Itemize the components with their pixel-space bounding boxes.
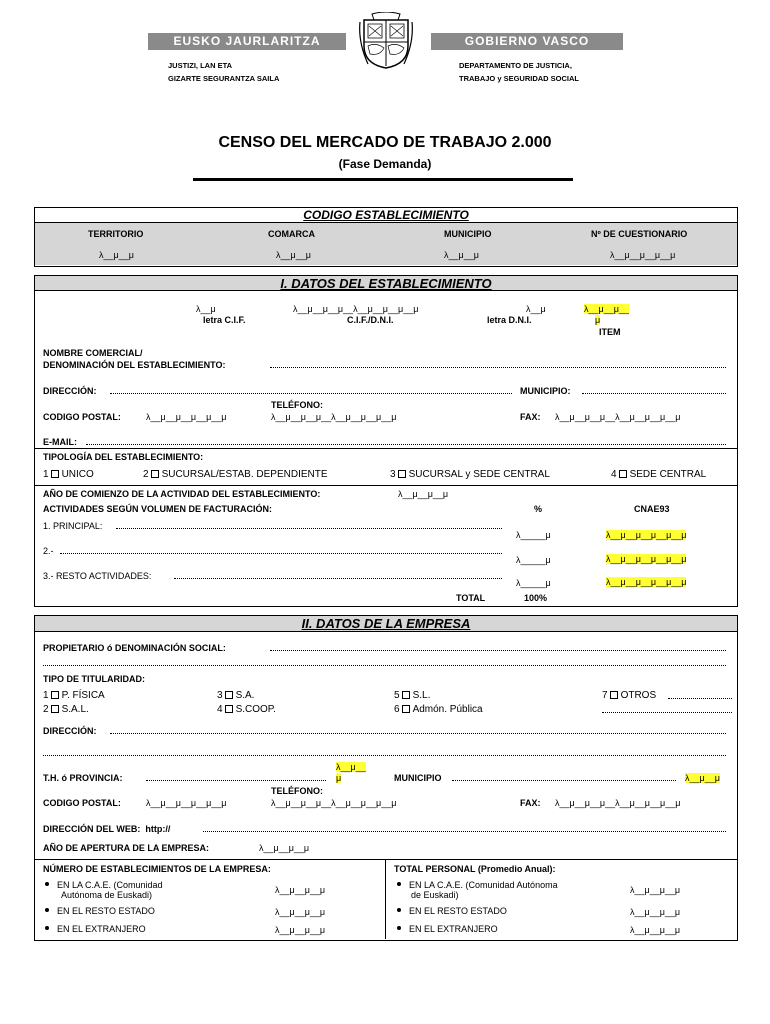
nombre-label-1: NOMBRE COMERCIAL/	[43, 348, 143, 358]
divider-ano	[35, 485, 737, 486]
checkbox-icon[interactable]	[51, 705, 59, 713]
personal-extranjero-field[interactable]: λ__μ__μ__μ	[630, 925, 681, 935]
propietario-label: PROPIETARIO ó DENOMINACIÓN SOCIAL:	[43, 643, 226, 653]
bullet-icon	[397, 926, 401, 930]
empresa-municipio-field[interactable]: λ__μ__μ	[685, 773, 720, 783]
cuestionario-field[interactable]: λ__μ__μ__μ__μ	[610, 250, 676, 260]
checkbox-icon[interactable]	[619, 470, 627, 478]
comarca-field[interactable]: λ__μ__μ	[276, 250, 311, 260]
empresa-cp-label: CODIGO POSTAL:	[43, 798, 121, 808]
divider-establecimientos	[35, 859, 737, 860]
apertura-label: AÑO DE APERTURA DE LA EMPRESA:	[43, 843, 210, 853]
municipio-field[interactable]: λ__μ__μ	[444, 250, 479, 260]
checkbox-icon[interactable]	[225, 705, 233, 713]
email-label: E-MAIL:	[43, 437, 77, 447]
personal-resto-label: EN EL RESTO ESTADO	[397, 906, 507, 916]
actividad-principal-cnae[interactable]: λ__μ__μ__μ__μ__μ	[606, 530, 687, 540]
checkbox-icon[interactable]	[225, 691, 233, 699]
telefono-label: TELÉFONO:	[271, 400, 323, 410]
cif-dni-label: C.I.F./D.N.I.	[347, 315, 394, 325]
checkbox-icon[interactable]	[398, 470, 406, 478]
nombre-input[interactable]	[270, 367, 726, 368]
web-prefix: http://	[145, 824, 171, 834]
actividad-principal-pct[interactable]: λ_____μ	[516, 530, 551, 540]
checkbox-icon[interactable]	[402, 705, 410, 713]
th-provincia-input[interactable]	[146, 780, 326, 781]
section-1-heading: I. DATOS DEL ESTABLECIMIENTO	[280, 276, 492, 291]
item-field-cont[interactable]: μ	[595, 315, 601, 325]
pct-header: %	[534, 504, 543, 514]
email-input[interactable]	[86, 444, 726, 445]
header-right-line1: DEPARTAMENTO DE JUSTICIA,	[459, 61, 572, 70]
cif-letra-field[interactable]: λ__μ	[196, 304, 216, 314]
tipo-titularidad-label: TIPO DE TITULARIDAD:	[43, 674, 145, 684]
titularidad-opt-4[interactable]: 4 S.COOP.	[217, 704, 276, 715]
empresa-municipio-label: MUNICIPIO	[394, 773, 442, 783]
checkbox-icon[interactable]	[610, 691, 618, 699]
personal-resto-field[interactable]: λ__μ__μ__μ	[630, 907, 681, 917]
empresa-fax-label: FAX:	[520, 798, 541, 808]
ano-label: AÑO DE COMIENZO DE LA ACTIVIDAD DEL ESTABLECIMIENTO:	[43, 489, 321, 499]
item-label: ITEM	[599, 327, 621, 337]
personal-cae-label: EN LA C.A.E. (Comunidad Autónoma de Euskadi)	[397, 880, 558, 900]
tipologia-label: TIPOLOGÍA DEL ESTABLECIMIENTO:	[43, 452, 204, 462]
cp-field[interactable]: λ__μ__μ__μ__μ__μ	[146, 412, 227, 422]
cnae-header: CNAE93	[634, 504, 670, 514]
codigo-divider	[35, 222, 737, 223]
total-pct: 100%	[524, 593, 548, 603]
header-right-bar: GOBIERNO VASCO	[431, 33, 623, 50]
fax-field[interactable]: λ__μ__μ__μ__λ__μ__μ__μ__μ	[555, 412, 681, 422]
header-left-line1: JUSTIZI, LAN ETA	[168, 61, 233, 70]
personal-extranjero-label: EN EL EXTRANJERO	[397, 924, 498, 934]
bullet-icon	[45, 882, 49, 886]
titularidad-opt-6[interactable]: 6 Admón. Pública	[394, 704, 483, 715]
personal-cae-field[interactable]: λ__μ__μ__μ	[630, 885, 681, 895]
divider-tipologia	[35, 448, 737, 449]
nombre-label-2: DENOMINACIÓN DEL ESTABLECIMIENTO:	[43, 360, 226, 370]
est-extranjero-field[interactable]: λ__μ__μ__μ	[275, 925, 326, 935]
propietario-input-2[interactable]	[43, 665, 726, 666]
codigo-heading: CODIGO ESTABLECIMIENTO	[303, 208, 469, 222]
total-label: TOTAL	[456, 593, 486, 603]
titularidad-opt-1[interactable]: 1 P. FÍSICA	[43, 690, 105, 701]
ano-field[interactable]: λ__μ__μ__μ	[398, 489, 449, 499]
total-personal-label: TOTAL PERSONAL (Promedio Anual):	[394, 864, 556, 874]
header-right-line2: TRABAJO y SEGURIDAD SOCIAL	[459, 74, 580, 83]
actividad-resto-input[interactable]	[174, 578, 502, 579]
title-underline	[193, 178, 573, 181]
checkbox-icon[interactable]	[402, 691, 410, 699]
actividad-principal-label: 1. PRINCIPAL:	[43, 521, 103, 531]
num-establecimientos-label: NÚMERO DE ESTABLECIMIENTOS DE LA EMPRESA:	[43, 864, 271, 874]
basque-government-crest-icon	[358, 12, 414, 70]
tipologia-opt-1[interactable]: 1 UNICO	[43, 469, 94, 480]
empresa-telefono-field[interactable]: λ__μ__μ__μ__λ__μ__μ__μ__μ	[271, 798, 397, 808]
otros-input[interactable]	[668, 698, 732, 699]
page-title: CENSO DEL MERCADO DE TRABAJO 2.000	[218, 134, 552, 151]
section-2-heading: II. DATOS DE LA EMPRESA	[301, 616, 471, 631]
fax-label: FAX:	[520, 412, 541, 422]
est-resto-label: EN EL RESTO ESTADO	[45, 906, 155, 916]
otros-input-2[interactable]	[602, 712, 732, 713]
bullet-icon	[45, 926, 49, 930]
th-provincia-field[interactable]: λ__μ__	[336, 762, 366, 772]
cif-letra-label: letra C.I.F.	[203, 315, 246, 325]
actividad-2-label: 2.-	[43, 546, 54, 556]
th-provincia-label: T.H. ó PROVINCIA:	[43, 773, 123, 783]
municipio-input[interactable]	[582, 393, 726, 394]
empresa-direccion-input[interactable]	[110, 733, 726, 734]
actividad-resto-cnae[interactable]: λ__μ__μ__μ__μ__μ	[606, 577, 687, 587]
titularidad-opt-2[interactable]: 2 S.A.L.	[43, 704, 89, 715]
header-left-line2: GIZARTE SEGURANTZA SAILA	[168, 74, 280, 83]
direccion-input[interactable]	[110, 393, 512, 394]
tipologia-opt-4[interactable]: 4 SEDE CENTRAL	[611, 469, 707, 480]
actividad-2-cnae[interactable]: λ__μ__μ__μ__μ__μ	[606, 554, 687, 564]
est-extranjero-label: EN EL EXTRANJERO	[45, 924, 146, 934]
web-label: DIRECCIÓN DEL WEB: http://	[43, 824, 171, 834]
bullet-icon	[45, 908, 49, 912]
empresa-municipio-input[interactable]	[452, 780, 676, 781]
telefono-field[interactable]: λ__μ__μ__μ__λ__μ__μ__μ__μ	[271, 412, 397, 422]
empresa-telefono-label: TELÉFONO:	[271, 786, 323, 796]
municipio-label: MUNICIPIO:	[520, 386, 571, 396]
titularidad-opt-3[interactable]: 3 S.A.	[217, 690, 255, 701]
codigo-col-cuestionario: Nº DE CUESTIONARIO	[591, 229, 688, 239]
empresa-fax-field[interactable]: λ__μ__μ__μ__λ__μ__μ__μ__μ	[555, 798, 681, 808]
apertura-field[interactable]: λ__μ__μ__μ	[259, 843, 310, 853]
bullet-icon	[397, 882, 401, 886]
est-resto-field[interactable]: λ__μ__μ__μ	[275, 907, 326, 917]
actividad-2-pct[interactable]: λ_____μ	[516, 555, 551, 565]
codigo-col-comarca: COMARCA	[268, 229, 315, 239]
section-1-heading-divider	[35, 290, 737, 291]
actividades-label: ACTIVIDADES SEGÚN VOLUMEN DE FACTURACIÓN:	[43, 504, 273, 514]
empresa-cp-field[interactable]: λ__μ__μ__μ__μ__μ	[146, 798, 227, 808]
header-left-bar: EUSKO JAURLARITZA	[148, 33, 346, 50]
est-cae-field[interactable]: λ__μ__μ__μ	[275, 885, 326, 895]
propietario-input[interactable]	[270, 650, 726, 651]
titularidad-opt-7[interactable]: 7 OTROS	[602, 690, 657, 701]
tipologia-opt-3[interactable]: 3 SUCURSAL y SEDE CENTRAL	[390, 469, 550, 480]
est-cae-label: EN LA C.A.E. (Comunidad Autónoma de Euskadi)	[45, 880, 163, 900]
item-field[interactable]: λ__μ__μ__	[584, 304, 629, 314]
tipologia-opt-2[interactable]: 2 SUCURSAL/ESTAB. DEPENDIENTE	[143, 469, 328, 480]
web-input[interactable]	[203, 831, 726, 832]
checkbox-icon[interactable]	[51, 691, 59, 699]
dni-letra-label: letra D.N.I.	[487, 315, 532, 325]
cif-dni-field[interactable]: λ__μ__μ__μ__λ__μ__μ__μ__μ	[293, 304, 419, 314]
page-subtitle: (Fase Demanda)	[338, 157, 432, 171]
establecimientos-divider	[385, 859, 386, 939]
th-provincia-field-cont[interactable]: μ	[336, 773, 342, 783]
codigo-col-municipio: MUNICIPIO	[444, 229, 492, 239]
checkbox-icon[interactable]	[51, 470, 59, 478]
dni-letra-field[interactable]: λ__μ	[526, 304, 546, 314]
bullet-icon	[397, 908, 401, 912]
empresa-direccion-input-2[interactable]	[43, 755, 726, 756]
territorio-field[interactable]: λ__μ__μ	[99, 250, 134, 260]
checkbox-icon[interactable]	[151, 470, 159, 478]
section-2-heading-divider	[35, 631, 737, 632]
actividad-2-input[interactable]	[60, 553, 502, 554]
actividad-principal-input[interactable]	[116, 528, 502, 529]
empresa-direccion-label: DIRECCIÓN:	[43, 726, 97, 736]
titularidad-opt-5[interactable]: 5 S.L.	[394, 690, 431, 701]
codigo-col-territorio: TERRITORIO	[88, 229, 144, 239]
actividad-resto-label: 3.- RESTO ACTIVIDADES:	[43, 571, 152, 581]
actividad-resto-pct[interactable]: λ_____μ	[516, 578, 551, 588]
direccion-label: DIRECCIÓN:	[43, 386, 97, 396]
cp-label: CODIGO POSTAL:	[43, 412, 121, 422]
